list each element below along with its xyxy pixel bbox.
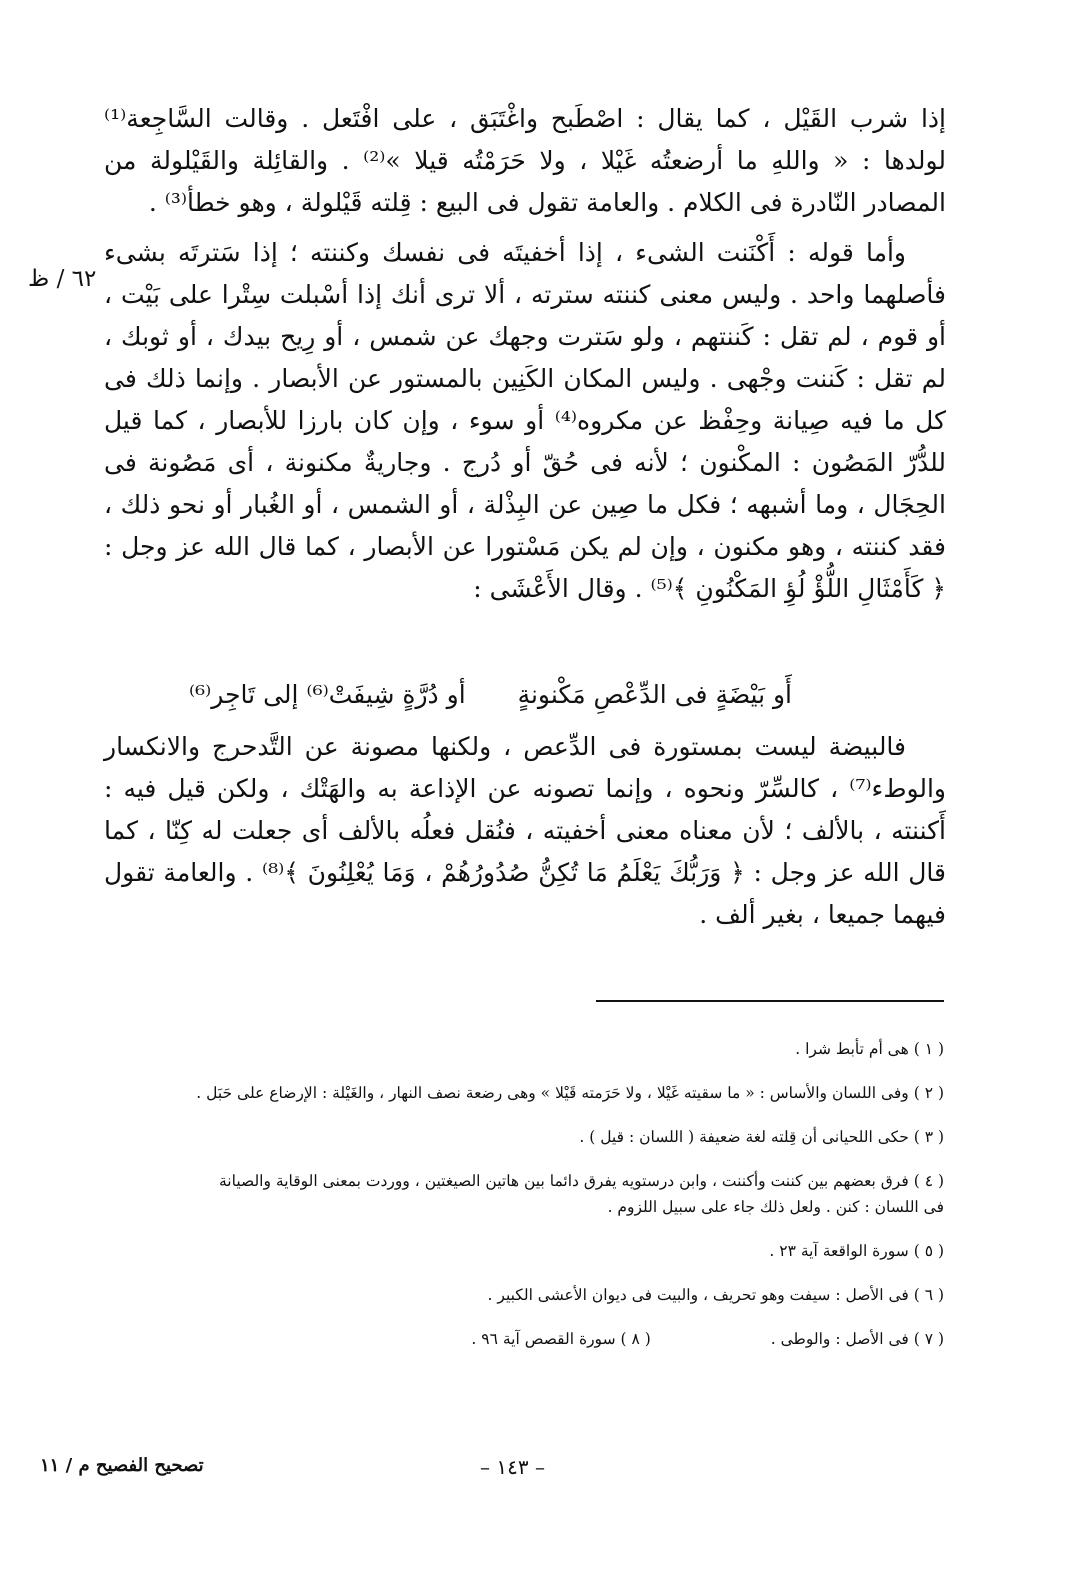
footnote-7: ( ٧ ) فى الأصل : والوطى . bbox=[770, 1330, 944, 1348]
footnotes bbox=[104, 1038, 944, 1372]
footnote-row-7-8 bbox=[104, 1328, 944, 1350]
paragraph-3: فالبيضة ليست بمستورة فى الدِّعص ، ولكنها مصونة عن التَّدحرج والانكسار والوطء⁽⁷⁾ ، كالسِّرّ ونحوه ، وإنما تصونه عن الإذاعة به والهَتْك ، ولكن قيل فيه : أَكننته ، بالألف ؛ لأن معناه معنى أخفيته ، فنُقل فعلُه بالألف أى جعلت له كِنّا ، كما قال الله عز وجل : ﴿ وَرَبُّكَ يَعْلَمُ مَا تُكِنُّ صُدُورُهُمْ ، وَمَا يُعْلِنُونَ ﴾⁽⁸⁾ . والعامة تقول فيهما جميعا ، بغير ألف . bbox=[104, 732, 946, 929]
poem-first-hemistich: أَو بَيْضَةٍ فى الدِّعْصِ مَكْنونةٍ bbox=[517, 680, 792, 709]
paragraph-1: إذا شرب القَيْل ، كما يقال : اصْطَبح واغْتَبَق ، على افْتَعل . وقالت السَّاجِعة⁽¹⁾ لولدها : « واللهِ ما أرضعتُه غَيْلا ، ولا حَرَمْتُه قيلا »⁽²⁾ . والقائِلة والقَيْلولة من المصادر النّادرة فى الكلام . والعامة تقول فى البيع : قِلته قَيْلولة ، وهو خطأ⁽³⁾ . bbox=[104, 104, 947, 217]
footnote-3: ( ٣ ) حكى اللحيانى أن قِلته لغة ضعيفة ( اللسان : قيل ) . bbox=[579, 1128, 944, 1146]
footnote-1: ( ١ ) هى أم تأبط شرا . bbox=[795, 1040, 944, 1058]
signature-mark: تصحيح الفصيح م / ١١ bbox=[40, 1455, 204, 1476]
page-number: – ١٤٣ – bbox=[480, 1455, 545, 1479]
footnote-6: ( ٦ ) فى الأصل : سيفت وهو تحريف ، والبيت فى ديوان الأعشى الكبير . bbox=[487, 1286, 944, 1304]
paragraph-2: وأما قوله : أَكْنَنت الشىء ، إذا أخفيتَه فى نفسك وكننته ؛ إذا سَترتَه بشىء فأصلهما واحد . وليس معنى كننته سترته ، ألا ترى أنك إذا أسْبلت سِتْرا على بَيْت ، أو قوم ، لم تقل : كَننتهم ، ولو سَترت وجهك عن شمس ، أو رِيح بيدك ، أو ثوبك ، لم تقل : كَننت وجْهى . وليس المكان الكَنِين بالمستور عن الأبصار . وإنما ذلك فى كل ما فيه صِيانة وحِفْظ عن مكروه⁽⁴⁾ أو سوء ، وإن كان بارزا للأبصار ، كما قيل للدُّرّ المَصُون : المكْنون ؛ لأنه فى حُقّ أو دُرج . وجاريةٌ مكنونة ، أى مَصُونة فى الحِجَال ، وما أشبهه ؛ فكل ما صِين عن البِذْلة ، أو الشمس ، أو الغُبار أو نحو ذلك ، فقد كننته ، وهو مكنون ، وإن لم يكن مَسْتورا عن الأبصار ، كما قال الله عز وجل : ﴿ كَأَمْثَالِ اللُّؤْ لُؤِ المَكْنُونِ ﴾⁽⁵⁾ . وقال الأَعْشَى : bbox=[104, 238, 946, 603]
margin-folio-note: ٦٢ / ظ bbox=[28, 266, 97, 292]
footnote-2: ( ٢ ) وفى اللسان والأساس : « ما سقيته غَيْلا ، ولا حَرَمته قَيْلا » وهى رضعة نصف النهار ، والغَيْلة : الإرضاع على حَبَل . bbox=[196, 1084, 944, 1102]
main-text-bottom bbox=[104, 726, 946, 936]
footnote-4-line-1: ( ٤ ) فرق بعضهم بين كننت وأكننت ، وابن درستويه يفرق دائما بين هاتين الصيغتين ، ووردت بمعنى الوقاية والصيانة bbox=[218, 1172, 944, 1190]
poem-verse bbox=[189, 680, 792, 709]
footnote-spacer bbox=[651, 1328, 771, 1350]
main-text-top bbox=[104, 98, 946, 610]
footnote-8: ( ٨ ) سورة القصص آية ٩٦ . bbox=[471, 1330, 651, 1348]
poem-second-hemistich: أو دُرَّةٍ شِيفَتْ⁽⁶⁾ إلى تَاجِر⁽⁶⁾ bbox=[189, 680, 466, 709]
footnote-5: ( ٥ ) سورة الواقعة آية ٢٣ . bbox=[769, 1242, 944, 1260]
footnote-separator bbox=[596, 1000, 944, 1002]
footnote-4-line-2: فى اللسان : كنن . ولعل ذلك جاء على سبيل اللزوم . bbox=[607, 1198, 944, 1216]
